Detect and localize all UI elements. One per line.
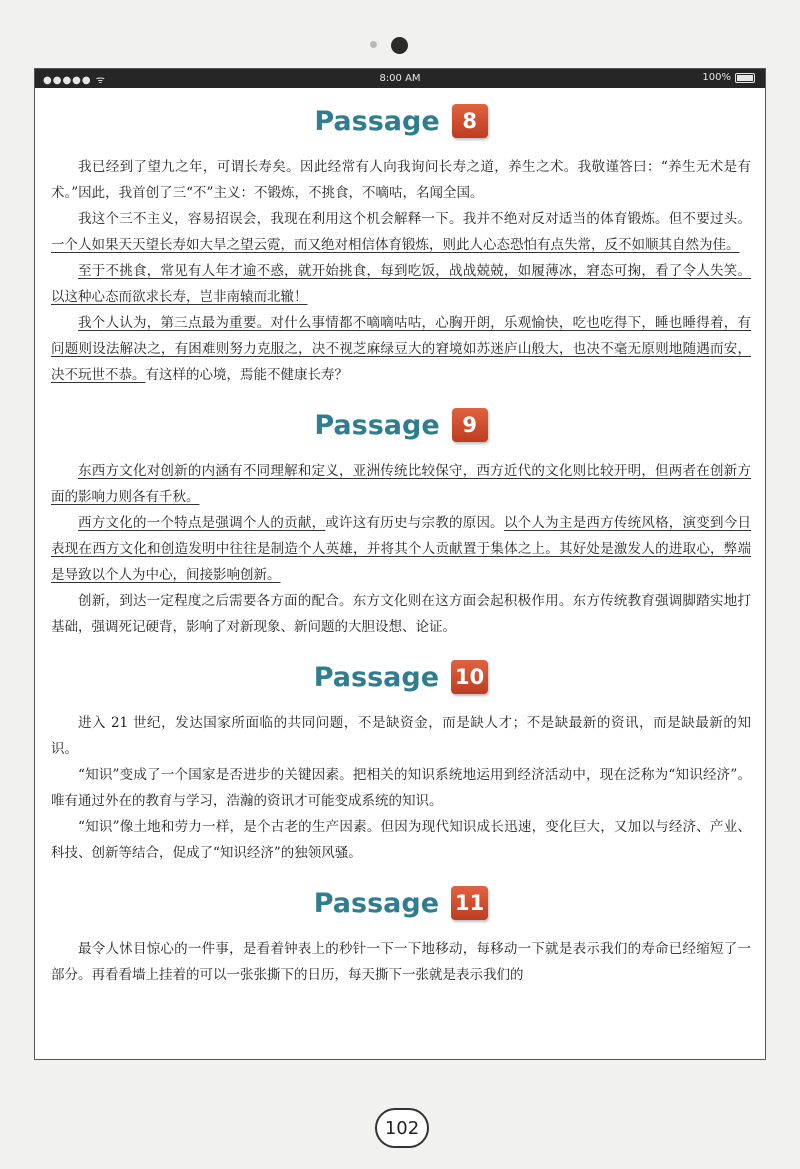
passage-title: Passage <box>314 409 440 441</box>
passage-number-badge: 10 <box>451 660 488 694</box>
page-number: 102 <box>375 1108 429 1148</box>
underlined-text: 至于不挑食，常见有人年才逾不惑，就开始挑食，每到吃饭，战战兢兢，如履薄冰，窘态可掬，看了令人失笑。以这种心态而欲求长寿，岂非南辕而北辙！ <box>51 263 751 305</box>
signal-icon: ●●●●● ᯤ <box>43 75 106 86</box>
passage-paragraph <box>51 458 751 510</box>
passage-paragraph <box>51 936 751 988</box>
passage-paragraph <box>51 762 751 814</box>
passage-paragraph <box>51 206 751 258</box>
passage-number-badge: 8 <box>452 104 488 138</box>
status-bar <box>35 69 765 88</box>
reading-content <box>35 98 765 988</box>
status-time: 8:00 AM <box>379 73 421 84</box>
passage-paragraph <box>51 510 751 588</box>
text-segment: 进入 21 世纪，发达国家所面临的共同问题，不是缺资金，而是缺人才；不是缺最新的资讯，而是缺最新的知识。 <box>51 715 751 757</box>
underlined-text: 东西方文化对创新的内涵有不同理解和定义，亚洲传统比较保守，西方近代的文化则比较开明，但两者在创新方面的影响力则各有千秋。 <box>51 463 751 505</box>
text-segment: 我已经到了望九之年，可谓长寿矣。因此经常有人向我询问长寿之道，养生之术。我敬谨答曰：“养生无术是有术。”因此，我首创了三“不”主义：不锻炼，不挑食，不嘀咕，名闻全国。 <box>51 159 751 201</box>
page-indicator-dots <box>0 36 800 56</box>
passage-title: Passage <box>314 105 440 137</box>
passage-paragraph <box>51 258 751 310</box>
passage-number-badge: 9 <box>452 408 488 442</box>
battery-icon <box>735 73 755 83</box>
text-segment: 或许这有历史与宗教的原因。 <box>325 515 504 531</box>
underlined-text: 其好处是激发人的进取心，弊端是导致以个人为中心，间接影响创新。 <box>51 541 752 583</box>
underlined-text: 以个人为主是西方传统风格，演变到今日表现在西方文化和创造发明中往往是制造个人英雄，并将其个人贡献置于集体之上。 <box>51 515 752 557</box>
underlined-text: 西方文化的一个特点是强调个人的贡献， <box>78 515 326 531</box>
passage-title: Passage <box>313 661 440 693</box>
passage-heading <box>51 98 751 144</box>
text-segment: 创新，到达一定程度之后需要各方面的配合。东方文化则在这方面会起积极作用。东方传统教育强调脚踏实地打基础，强调死记硬背，影响了对新现象、新问题的大胆设想、论证。 <box>51 593 751 635</box>
text-segment: “知识”变成了一个国家是否进步的关键因素。把相关的知识系统地运用到经济活动中，现在泛称为“知识经济”。唯有通过外在的教育与学习，浩瀚的资讯才可能变成系统的知识。 <box>51 767 751 809</box>
text-segment: 有这样的心境，焉能不健康长寿？ <box>145 367 348 383</box>
passage-paragraph <box>51 710 751 762</box>
passage-number-badge: 11 <box>451 886 488 920</box>
text-segment: 最令人怵目惊心的一件事，是看着钟表上的秒针一下一下地移动，每移动一下就是表示我们的寿命已经缩短了一部分。再看看墙上挂着的可以一张张撕下的日历，每天撕下一张就是表示我们的 <box>51 941 751 983</box>
battery-status <box>702 72 755 83</box>
active-page-dot <box>391 37 408 54</box>
passage-paragraph <box>51 588 751 640</box>
text-segment: “知识”像土地和劳力一样，是个古老的生产因素。但因为现代知识成长迅速，变化巨大，又加以与经济、产业、科技、创新等结合，促成了“知识经济”的独领风骚。 <box>51 819 751 861</box>
battery-percent: 100% <box>702 72 731 83</box>
passage-heading <box>51 880 751 926</box>
underlined-text: 我个人认为，第三点最为重要。对什么事情都不嘀嘀咕咕，心胸开朗，乐观愉快，吃也吃得下，睡也睡得着，有问题则设法解决之，有困难则努力克服之，决不视芝麻绿豆大的窘境如苏迷庐山般大，也决不毫无原则地随遇而安，决不玩世不恭。 <box>51 315 751 383</box>
passage-paragraph <box>51 814 751 866</box>
passage-heading <box>51 654 751 700</box>
tablet-frame <box>34 68 766 1060</box>
passage-title: Passage <box>313 887 440 919</box>
text-segment: 我这个三不主义，容易招误会，我现在利用这个机会解释一下。我并不绝对反对适当的体育锻炼。但不要过头。 <box>78 211 751 227</box>
inactive-page-dot <box>370 41 377 48</box>
passage-heading <box>51 402 751 448</box>
passage-paragraph <box>51 310 751 388</box>
passage-paragraph <box>51 154 751 206</box>
underlined-text: 一个人如果天天望长寿如大旱之望云霓，而又绝对相信体育锻炼，则此人心态恐怕有点失常，反不如顺其自然为佳。 <box>51 237 740 253</box>
